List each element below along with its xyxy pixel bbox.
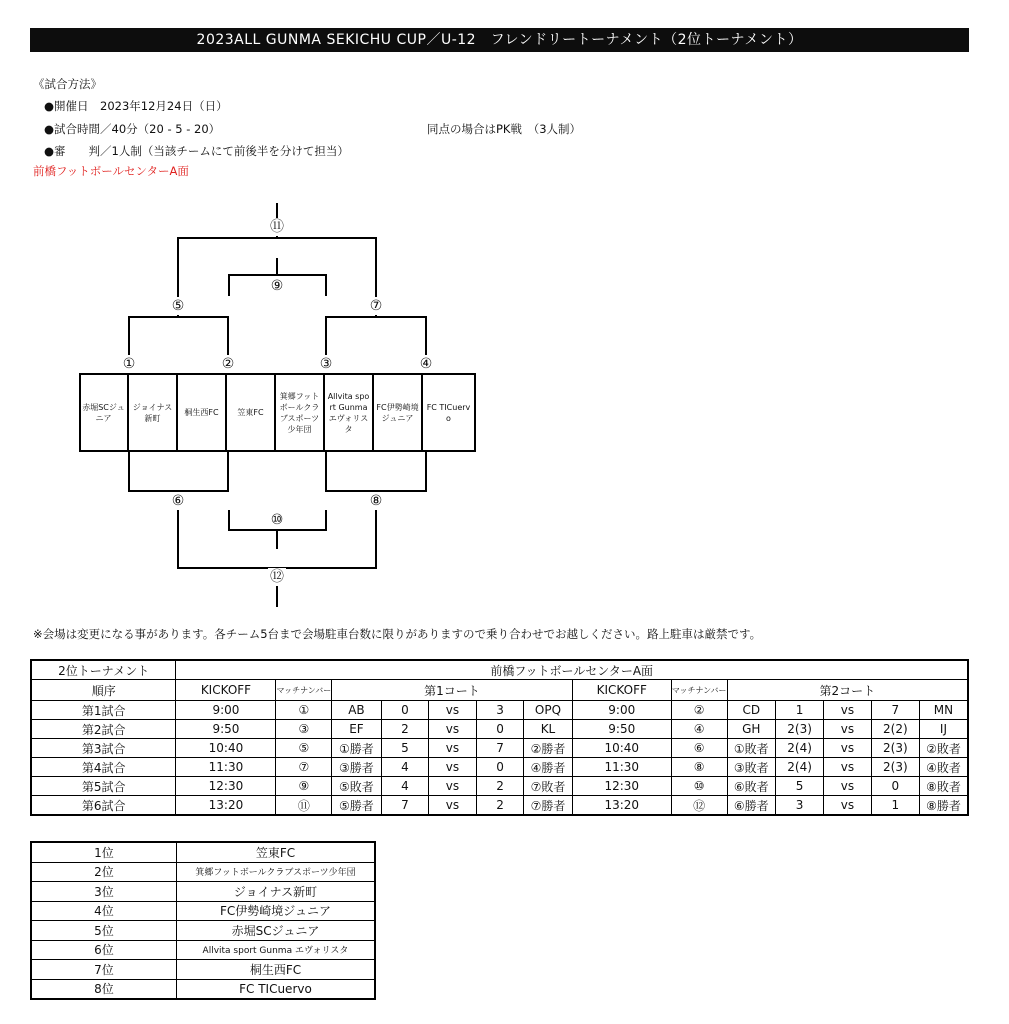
schedule-cell-m2: ⑫ bbox=[671, 796, 727, 816]
schedule-cell-a1: AB bbox=[332, 701, 381, 720]
bracket-line bbox=[228, 510, 230, 530]
method-heading: 《試合方法》 bbox=[33, 77, 102, 91]
table-row bbox=[31, 940, 375, 960]
schedule-cell-m1: ① bbox=[276, 701, 332, 720]
bracket-line bbox=[325, 451, 327, 491]
table-row bbox=[31, 882, 375, 902]
schedule-cell-k2: 10:40 bbox=[572, 739, 671, 758]
schedule-cell-s2a: 5 bbox=[776, 777, 824, 796]
bracket-line bbox=[425, 451, 427, 491]
rank-team: 桐生西FC bbox=[176, 960, 375, 980]
schedule-cell-k1: 13:20 bbox=[176, 796, 276, 816]
table-row bbox=[31, 901, 375, 921]
schedule-cell-k1: 10:40 bbox=[176, 739, 276, 758]
schedule-cell-b2: ⑧敗者 bbox=[919, 777, 968, 796]
schedule-cell-b2: ②敗者 bbox=[919, 739, 968, 758]
schedule-cell-vs2: vs bbox=[824, 701, 872, 720]
bracket-line bbox=[227, 451, 229, 491]
schedule-cell-b1: ⑦勝者 bbox=[524, 796, 572, 816]
schedule-cell-m1: ⑤ bbox=[276, 739, 332, 758]
schedule-cell-vs1: vs bbox=[429, 701, 477, 720]
match-number-6: ⑥ bbox=[169, 492, 187, 510]
table-row bbox=[31, 701, 968, 720]
pk-rule: 同点の場合はPK戦 （3人制） bbox=[427, 122, 582, 136]
schedule-cell-s2b: 7 bbox=[871, 701, 919, 720]
schedule-cell-s1b: 3 bbox=[476, 701, 523, 720]
schedule-cell-s2a: 3 bbox=[776, 796, 824, 816]
schedule-cell-a1: ①勝者 bbox=[332, 739, 381, 758]
schedule-cell-order: 第2試合 bbox=[31, 720, 176, 739]
schedule-cell-k2: 13:20 bbox=[572, 796, 671, 816]
schedule-cell-k1: 9:00 bbox=[176, 701, 276, 720]
match-number-1: ① bbox=[120, 355, 138, 373]
schedule-cell-s1b: 0 bbox=[476, 720, 523, 739]
schedule-cell-order: 第5試合 bbox=[31, 777, 176, 796]
schedule-venue: 前橋フットボールセンターA面 bbox=[176, 660, 968, 680]
bracket-line bbox=[276, 258, 278, 275]
schedule-cell-m2: ⑥ bbox=[671, 739, 727, 758]
schedule-cell-b1: ②勝者 bbox=[524, 739, 572, 758]
schedule-cell-b1: KL bbox=[524, 720, 572, 739]
header-court2: 第2コート bbox=[727, 680, 968, 701]
team-box: ジョイナス新町 bbox=[129, 374, 178, 451]
schedule-title: 2位トーナメント bbox=[31, 660, 176, 680]
header-kickoff: KICKOFF bbox=[572, 680, 671, 701]
header-order: 順序 bbox=[31, 680, 176, 701]
schedule-cell-b2: IJ bbox=[919, 720, 968, 739]
bracket-line bbox=[276, 529, 278, 549]
event-date: ●開催日 2023年12月24日（日） bbox=[44, 99, 228, 113]
rank-place: 2位 bbox=[31, 862, 176, 882]
schedule-cell-s2a: 2(4) bbox=[776, 739, 824, 758]
schedule-cell-s1b: 2 bbox=[476, 777, 523, 796]
team-box: 赤堀SCジュニア bbox=[80, 374, 129, 451]
bracket-line bbox=[128, 316, 229, 318]
schedule-cell-s1b: 2 bbox=[476, 796, 523, 816]
schedule-cell-a1: ⑤敗者 bbox=[332, 777, 381, 796]
rank-place: 7位 bbox=[31, 960, 176, 980]
team-box: FC伊勢崎境ジュニア bbox=[374, 374, 423, 451]
rank-place: 4位 bbox=[31, 901, 176, 921]
schedule-cell-order: 第1試合 bbox=[31, 701, 176, 720]
schedule-cell-m2: ④ bbox=[671, 720, 727, 739]
schedule-cell-b2: ⑧勝者 bbox=[919, 796, 968, 816]
rank-place: 5位 bbox=[31, 921, 176, 941]
schedule-cell-vs1: vs bbox=[429, 758, 477, 777]
schedule-cell-s1b: 7 bbox=[476, 739, 523, 758]
schedule-cell-s2b: 2(3) bbox=[871, 758, 919, 777]
header-match-number: マッチナンバー bbox=[276, 680, 332, 701]
schedule-cell-s1b: 0 bbox=[476, 758, 523, 777]
match-number-4: ④ bbox=[417, 355, 435, 373]
bracket-line bbox=[177, 237, 377, 239]
schedule-cell-m1: ③ bbox=[276, 720, 332, 739]
match-number-5: ⑤ bbox=[169, 297, 187, 315]
match-number-2: ② bbox=[219, 355, 237, 373]
schedule-cell-k2: 11:30 bbox=[572, 758, 671, 777]
table-row bbox=[31, 921, 375, 941]
team-box: 桐生西FC bbox=[178, 374, 227, 451]
schedule-cell-k2: 12:30 bbox=[572, 777, 671, 796]
table-row bbox=[31, 777, 968, 796]
schedule-cell-b2: MN bbox=[919, 701, 968, 720]
schedule-cell-m1: ⑨ bbox=[276, 777, 332, 796]
header-court1: 第1コート bbox=[332, 680, 573, 701]
rank-team: 箕郷フットボールクラブスポーツ少年団 bbox=[176, 862, 375, 882]
schedule-cell-b1: ⑦敗者 bbox=[524, 777, 572, 796]
table-row bbox=[31, 960, 375, 980]
match-number-9: ⑨ bbox=[268, 277, 286, 295]
rank-team: 笠東FC bbox=[176, 842, 375, 862]
schedule-cell-k2: 9:50 bbox=[572, 720, 671, 739]
schedule-cell-a1: EF bbox=[332, 720, 381, 739]
schedule-cell-b2: ④敗者 bbox=[919, 758, 968, 777]
schedule-cell-s2a: 2(3) bbox=[776, 720, 824, 739]
rank-place: 6位 bbox=[31, 940, 176, 960]
bracket-line bbox=[325, 510, 327, 530]
schedule-cell-a1: ③勝者 bbox=[332, 758, 381, 777]
schedule-cell-k1: 11:30 bbox=[176, 758, 276, 777]
schedule-cell-s2b: 2(2) bbox=[871, 720, 919, 739]
schedule-cell-k1: 9:50 bbox=[176, 720, 276, 739]
page-title: 2023ALL GUNMA SEKICHU CUP／U-12 フレンドリートーナメント（2位トーナメント） bbox=[30, 28, 969, 52]
schedule-cell-s1a: 0 bbox=[381, 701, 428, 720]
schedule-cell-k1: 12:30 bbox=[176, 777, 276, 796]
schedule-cell-vs2: vs bbox=[824, 777, 872, 796]
match-number-10: ⑩ bbox=[268, 511, 286, 529]
schedule-cell-m1: ⑪ bbox=[276, 796, 332, 816]
match-number-8: ⑧ bbox=[367, 492, 385, 510]
rank-team: Allvita sport Gunma エヴォリスタ bbox=[176, 940, 375, 960]
schedule-cell-vs1: vs bbox=[429, 796, 477, 816]
rank-place: 8位 bbox=[31, 979, 176, 999]
rank-team: ジョイナス新町 bbox=[176, 882, 375, 902]
referee-rule: ●審 判／1人制（当該チームにて前後半を分けて担当） bbox=[44, 144, 349, 158]
team-box: 笠東FC bbox=[227, 374, 276, 451]
bracket-line bbox=[325, 274, 327, 296]
schedule-cell-b1: ④勝者 bbox=[524, 758, 572, 777]
rank-team: FC伊勢崎境ジュニア bbox=[176, 901, 375, 921]
schedule-cell-vs1: vs bbox=[429, 739, 477, 758]
header-match-number: マッチナンバー bbox=[671, 680, 727, 701]
venue-label: 前橋フットボールセンターA面 bbox=[33, 164, 189, 178]
schedule-cell-a1: ⑤勝者 bbox=[332, 796, 381, 816]
schedule-cell-s1a: 2 bbox=[381, 720, 428, 739]
bracket-line bbox=[228, 274, 327, 276]
schedule-cell-order: 第3試合 bbox=[31, 739, 176, 758]
schedule-cell-m2: ② bbox=[671, 701, 727, 720]
schedule-cell-vs2: vs bbox=[824, 720, 872, 739]
header-kickoff: KICKOFF bbox=[176, 680, 276, 701]
match-number-11: ⑪ bbox=[270, 219, 284, 235]
table-row bbox=[31, 979, 375, 999]
schedule-cell-vs2: vs bbox=[824, 758, 872, 777]
schedule-cell-m2: ⑩ bbox=[671, 777, 727, 796]
schedule-cell-s2b: 2(3) bbox=[871, 739, 919, 758]
schedule-cell-s2b: 1 bbox=[871, 796, 919, 816]
schedule-cell-b1: OPQ bbox=[524, 701, 572, 720]
table-row bbox=[31, 842, 375, 862]
schedule-cell-a2: GH bbox=[727, 720, 775, 739]
table-row bbox=[31, 720, 968, 739]
rank-team: 赤堀SCジュニア bbox=[176, 921, 375, 941]
bracket-line bbox=[128, 451, 130, 491]
schedule-cell-s1a: 4 bbox=[381, 777, 428, 796]
table-row bbox=[31, 796, 968, 816]
rank-team: FC TICuervo bbox=[176, 979, 375, 999]
team-box: 箕郷フットボールクラブスポーツ少年団 bbox=[276, 374, 325, 451]
schedule-cell-a2: ⑥敗者 bbox=[727, 777, 775, 796]
schedule-cell-vs2: vs bbox=[824, 739, 872, 758]
team-box: Allvita sport Gunma エヴォリスタ bbox=[325, 374, 374, 451]
schedule-cell-a2: ⑥勝者 bbox=[727, 796, 775, 816]
schedule-cell-s2a: 2(4) bbox=[776, 758, 824, 777]
ranking-table bbox=[30, 841, 376, 1000]
bracket-line bbox=[228, 274, 230, 296]
table-row bbox=[31, 862, 375, 882]
schedule-cell-vs1: vs bbox=[429, 720, 477, 739]
schedule-cell-s1a: 5 bbox=[381, 739, 428, 758]
table-row bbox=[31, 739, 968, 758]
schedule-cell-m1: ⑦ bbox=[276, 758, 332, 777]
schedule-cell-order: 第4試合 bbox=[31, 758, 176, 777]
rank-place: 1位 bbox=[31, 842, 176, 862]
schedule-table bbox=[30, 659, 969, 816]
schedule-cell-s2b: 0 bbox=[871, 777, 919, 796]
table-row bbox=[31, 758, 968, 777]
schedule-cell-a2: ①敗者 bbox=[727, 739, 775, 758]
parking-note: ※会場は変更になる事があります。各チーム5台まで会場駐車台数に限りがありますので乗り合わせでお越しください。路上駐車は厳禁です。 bbox=[33, 627, 762, 641]
rank-place: 3位 bbox=[31, 882, 176, 902]
match-number-3: ③ bbox=[317, 355, 335, 373]
schedule-cell-m2: ⑧ bbox=[671, 758, 727, 777]
schedule-cell-vs1: vs bbox=[429, 777, 477, 796]
schedule-cell-s1a: 7 bbox=[381, 796, 428, 816]
schedule-cell-a2: ③敗者 bbox=[727, 758, 775, 777]
bracket-line bbox=[325, 316, 427, 318]
match-number-12: ⑫ bbox=[270, 569, 284, 585]
schedule-cell-s1a: 4 bbox=[381, 758, 428, 777]
match-number-7: ⑦ bbox=[367, 297, 385, 315]
schedule-cell-k2: 9:00 bbox=[572, 701, 671, 720]
schedule-cell-order: 第6試合 bbox=[31, 796, 176, 816]
schedule-cell-vs2: vs bbox=[824, 796, 872, 816]
match-duration: ●試合時間／40分（20 - 5 - 20） bbox=[44, 122, 221, 136]
schedule-cell-s2a: 1 bbox=[776, 701, 824, 720]
team-box: FC TICuervo bbox=[426, 402, 471, 423]
schedule-cell-a2: CD bbox=[727, 701, 775, 720]
